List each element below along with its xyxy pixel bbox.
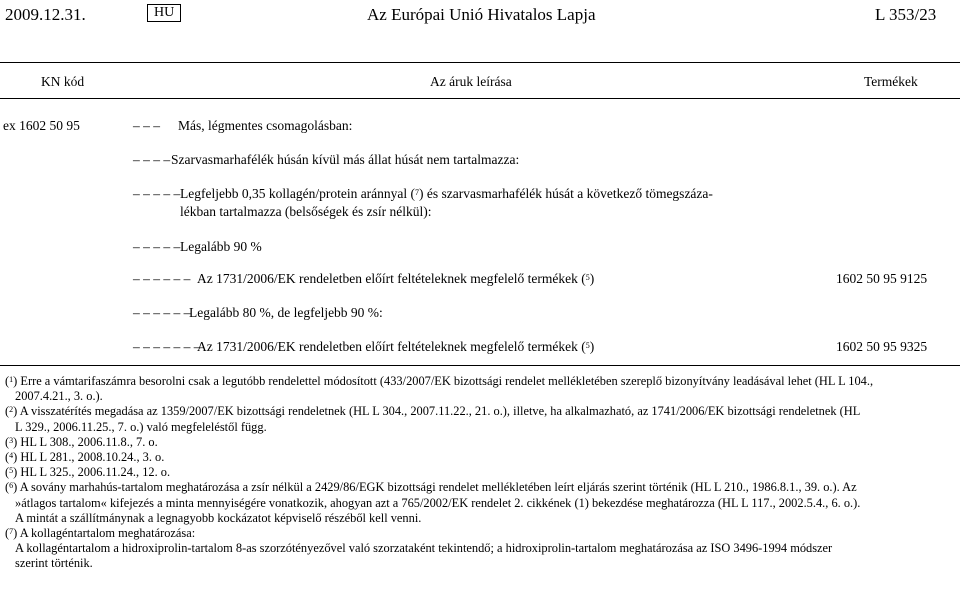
table-top-rule <box>0 62 960 63</box>
kn-code: ex 1602 50 95 <box>3 118 80 133</box>
indent-dashes: – – – – – – <box>133 305 191 320</box>
row-description: Legalább 90 % <box>180 239 262 254</box>
footnote-7-continued: A kollagéntartalom a hidroxiprolin-tartalom 8-as szorzótényezővel való szorzataként tekintendő; a hidroxiprolin-tartalom meghatározása az ISO 3496-1994 módszer <box>15 541 833 556</box>
column-header-products: Termékek <box>864 74 918 89</box>
column-header-kn-code: KN kód <box>41 74 85 89</box>
footnote-6: ($^6$) A sovány marhahús-tartalom meghatározása a zsír nélkül a 2429/86/EGK bizottsági rendelet mellékletében leírt eljárás szerint történik (HL L 210., 1986.8.1., 39. o.). Az <box>5 480 857 495</box>
footnote-1-continued: 2007.4.21., 3. o.). <box>15 389 103 404</box>
indent-dashes: – – – – – <box>133 186 181 201</box>
product-code: 1602 50 95 9325 <box>836 339 928 354</box>
footnote-4: ($^4$) HL L 281., 2008.10.24., 3. o. <box>5 450 165 465</box>
footnote-6-continued: A mintát a szállítmánynak a legnagyobb kockázatot képviselő részéből kell venni. <box>15 510 422 525</box>
row-description: Legfeljebb 0,35 kollagén/protein aránnyal ($^7$) és szarvasmarhafélék húsát a következő tömegszáza- <box>180 186 713 201</box>
row-description-continued: lékban tartalmazza (belsőségek és zsír nélkül): <box>180 204 432 219</box>
footnote-2-continued: L 329., 2006.11.25., 7. o.) való megfeleléstől függ. <box>15 419 267 434</box>
row-description: Az 1731/2006/EK rendeletben előírt feltételeknek megfelelő termékek ($^5$) <box>197 271 595 286</box>
footnote-3: ($^3$) HL L 308., 2006.11.8., 7. o. <box>5 434 158 449</box>
indent-dashes: – – – – – – – <box>133 339 201 354</box>
row-description: Az 1731/2006/EK rendeletben előírt feltételeknek megfelelő termékek ($^5$) <box>197 339 595 354</box>
footnote-2: ($^2$) A visszatérítés megadása az 1359/2007/EK bizottsági rendeletnek (HL L 304., 2007.11.22., 21. o.), illetve, ha alkalmazható, az 1741/2006/EK bizottsági rendeletnek (HL <box>5 404 861 419</box>
row-description: Szarvasmarhafélék húsán kívül más állat húsát nem tartalmazza: <box>171 152 520 167</box>
footnote-6-continued: »átlagos tartalom« kifejezés a minta mennyiségére vonatkozik, ahogyan azt a 765/2002/EK rendelet 2. cikkének (1) bekezdése meghatározza (HL L 117., 2002.5.4., 6. o.). <box>15 495 861 510</box>
indent-dashes: – – – <box>133 118 160 133</box>
footnote-1: ($^1$) Erre a vámtarifaszámra besorolni csak a legutóbb rendelettel módosított (433/2007/EK bizottsági rendelet mellékletében szereplő bizonyítvány leadásával lehet (HL L 104., <box>5 374 874 388</box>
row-description: Legalább 80 %, de legfeljebb 90 %: <box>189 305 383 320</box>
header-bottom-rule <box>0 98 960 99</box>
indent-dashes: – – – – – <box>133 239 181 254</box>
footnote-7-continued: szerint történik. <box>15 556 93 571</box>
row-description: Más, légmentes csomagolásban: <box>178 118 353 133</box>
product-code: 1602 50 95 9125 <box>836 271 928 286</box>
column-header-description: Az áruk leírása <box>430 74 512 89</box>
page-reference: L 353/23 <box>875 5 937 24</box>
footnotes <box>5 374 955 572</box>
indent-dashes: – – – – <box>133 152 171 167</box>
footnote-5: ($^5$) HL L 325., 2006.11.24., 12. o. <box>5 465 171 480</box>
journal-title: Az Európai Unió Hivatalos Lapja <box>367 5 596 24</box>
footnote-7: ($^7$) A kollagéntartalom meghatározása: <box>5 526 196 541</box>
table-bottom-rule <box>0 365 960 366</box>
indent-dashes: – – – – – – <box>133 271 191 286</box>
language-badge: HU <box>147 4 181 22</box>
publication-date: 2009.12.31. <box>5 5 86 24</box>
